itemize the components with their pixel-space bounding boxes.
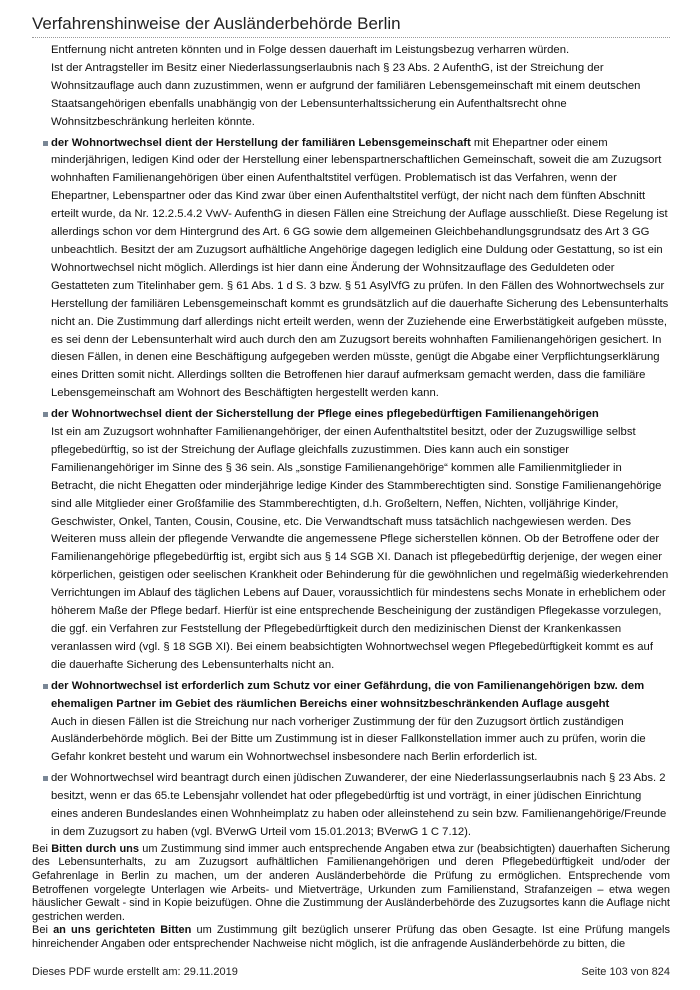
closing-emphasis: an uns gerichteten Bitten	[53, 924, 192, 937]
creation-date: Dieses PDF wurde erstellt am: 29.11.2019	[32, 966, 238, 978]
page-header	[32, 12, 670, 36]
closing-paragraph: Bei an uns gerichteten Bitten um Zustimmung gilt bezüglich unserer Prüfung das oben Gesagte. Ist eine Prüfung mangels hinreichender Angaben oder entsprechender Nachweise nicht möglich, ist die anfragende Ausländerbehörde zu bitten, die	[32, 924, 670, 951]
closing-emphasis: Bitten durch uns	[51, 842, 140, 855]
list-item-text: der Wohnortwechsel wird beantragt durch einen jüdischen Zuwanderer, der eine Niederlassungserlaubnis nach § 23 Abs. 2 besitzt, wenn er das 65.te Lebensjahr vollendet hat oder pflegebedürftig ist und vorträgt, in einer jüdischen Einrichtung eines anderen Bundeslandes einen Wohnheimplatz zu haben oder alleinstehend zu sein bzw. Familienangehörige/Freunde in dem Zuzugsort zu haben (vgl. BVerwG Urteil vom 15.01.2013; BVerwG 1 C 7.12).	[51, 772, 667, 838]
list-item-heading: der Wohnortwechsel ist erforderlich zum Schutz vor einer Gefährdung, die von Familienangehörigen bzw. dem ehemaligen Partner im Gebiet des räumlichen Bereichs einer wohnsitzbeschränkenden Auflage ausgeht	[51, 679, 645, 710]
bullet-square-icon	[43, 684, 48, 689]
list-item-text: Ist ein am Zuzugsort wohnhafter Familienangehöriger, der einen Aufenthaltstitel besitzt, oder der Zuzugswillige selbst pflegebedürftig, so ist der Streichung der Auflage gleichfalls zuzustimmen. Dies kann auch ein sonstiger Familienangehöriger im Sinne des § 36 sein. Als „sonstige Familienangehörige“ kommen alle Familienmitglieder in Betracht, die nicht Ehegatten oder minderjährige ledige Kinder des Stammberechtigten sind. Sonstige Familienangehörige sind alle Mitglieder einer Großfamilie des Stammberechtigten, d.h. Großeltern, Neffen, Nichten, volljährige Kinder, Geschwister, Onkel, Tanten, Cousin, Cousine, etc. Die Verwandtschaft muss tatsächlich nachgewiesen werden. Des Weiteren muss allein der pflegende Verwandte die angemessene Pflege sicherstellen können. Ob der Betroffene oder der Familienangehörige pflegebedürftig ist, ergibt sich aus § 14 SGB XI. Danach ist pflegebedürftig derjenige, der wegen einer körperlichen, geistigen oder seelischen Krankheit oder Behinderung für die gewöhnlichen und regelmäßig wiederkehrenden Verrichtungen im Ablauf des täglichen Lebens auf Dauer, voraussichtlich für mindestens sechs Monate in erheblichem oder höherem Maße der Pflege bedarf. Hierfür ist eine entsprechende Bescheinigung der zuständigen Pflegekasse vorzulegen, die ggf. ein Verfahren zur Feststellung der Pflegebedürftigkeit durch den medizinischen Dienst der Krankenkassen veranlassen wird (vgl. § 18 SGB XI). Bei einem beabsichtigten Wohnortwechsel wegen Pflegebedürftigkeit kommt es auf die dauerhafte Sicherung des Lebensunterhalts nicht an.	[51, 426, 669, 671]
intro-line: Entfernung nicht antreten könnten und in Folge dessen dauerhaft im Leistungsbezug verharren würden.	[51, 44, 570, 56]
list-item	[32, 678, 670, 768]
list-item-heading: der Wohnortwechsel dient der Herstellung der familiären Lebensgemeinschaft	[51, 136, 471, 149]
header-divider	[32, 37, 670, 38]
closing-paragraph: Bei Bitten durch uns um Zustimmung sind immer auch entsprechende Angaben etwa zur (beabsichtigten) dauerhaften Sicherung des Lebensunterhalts, zu am Zuzugsort aufhältlichen Familienangehörigen und deren Pflegebedürftigkeit und/oder der Gefahrenlage in Berlin zu machen, um der anderen Ausländerbehörde die Prüfung zu ermöglichen. Entsprechende vom Betroffenen vorgelegte Unterlagen wie Arbeits- und Mietverträge, Urkunden zum Familienstand, Strafanzeigen – etwa wegen häuslicher Gewalt - sind in Kopie beizufügen. Ohne die Zustimmung der Ausländerbehörde des Zuzugsortes kann die Auflage nicht gestrichen werden.	[32, 842, 670, 923]
page-footer	[32, 966, 670, 978]
document-title: Verfahrenshinweise der Ausländerbehörde Berlin	[32, 14, 401, 33]
bullet-square-icon	[43, 776, 48, 781]
list-item	[32, 770, 670, 842]
bullet-square-icon	[43, 141, 48, 146]
list-item	[32, 406, 670, 675]
list-item-text: Auch in diesen Fällen ist die Streichung nur nach vorheriger Zustimmung der für den Zuzugsort örtlich zuständigen Ausländerbehörde möglich. Bei der Bitte um Zustimmung ist in dieser Fallkonstellation immer auch zu prüfen, worin die Gefahr konkret besteht und warum ein Wohnortwechsel insbesondere nach Berlin erforderlich ist.	[51, 715, 646, 764]
list-item-heading: der Wohnortwechsel dient der Sicherstellung der Pflege eines pflegebedürftigen Familienangehörigen	[51, 408, 599, 421]
page-number: Seite 103 von 824	[581, 966, 670, 978]
list-item-text: mit Ehepartner oder einem minderjährigen, ledigen Kind oder der Herstellung einer lebenspartnerschaftlichen Gemeinschaft, soweit die am Zuzugsort wohnhaften Familienangehörigen über einen Aufenthaltstitel verfügen. Problematisch ist das Verfahren, wenn der Ehepartner, Lebenspartner oder das Kind zwar über einen Aufenthaltstitel verfügt, der nicht nach dem fünften Abschnitt erteilt wurde, da Nr. 12.2.5.4.2 VwV- AufenthG in diesen Fällen eine Streichung der Auflage ausschließt. Diese Regelung ist allerdings schon vor dem Hintergrund des Art. 6 GG sowie dem allgemeinen Gleichbehandlungsgrundsatz des Art 3 GG unbeachtlich. Besitzt der am Zuzugsort aufhältliche Angehörige dagegen lediglich eine Duldung oder Gestattung, so ist ein Wohnortwechsel nicht möglich. Allerdings ist hier dann eine Änderung der Wohnsitzauflage des Geduldeten oder Gestatteten zum Titelinhaber gem. § 61 Abs. 1 d S. 3 bzw. § 51 AsylVfG zu prüfen. In den Fällen des Wohnortwechsels zur Herstellung der familiären Lebensgemeinschaft kommt es grundsätzlich auf die dauerhafte Sicherung des Lebensunterhalts nicht an. Die Zustimmung darf allerdings nicht erteilt werden, wenn der Zuziehende eine Erwerbstätigkeit aufgeben müsste, es sei denn der Lebensunterhalt wird auch durch den am Zuzugsort bereits wohnhaften Familienangehörigen gesichert. In diesen Fällen, in denen eine Beschäftigung aufgegeben werden müsste, genügt die Abgabe einer Verpflichtungserklärung eines Dritten somit nicht. Allerdings sollten die Betroffenen hier darauf aufmerksam gemacht werden, dass die familiäre Lebensgemeinschaft am Wohnort des Beschäftigten hergestellt werden kann.	[51, 136, 669, 400]
document-body	[32, 42, 670, 952]
list-item	[32, 135, 670, 404]
bullet-square-icon	[43, 412, 48, 417]
intro-paragraph: Ist der Antragsteller im Besitz einer Niederlassungserlaubnis nach § 23 Abs. 2 AufenthG, ist der Streichung der Wohnsitzauflage auch dann zuzustimmen, wenn er aufgrund der familiären Lebensgemeinschaft mit einem deutschen Staatsangehörigen ebenfalls unabhängig von der Lebensunterhaltssicherung ein Aufenthaltsrecht ohne Wohnsitzbeschränkung herleiten könnte.	[51, 61, 641, 128]
